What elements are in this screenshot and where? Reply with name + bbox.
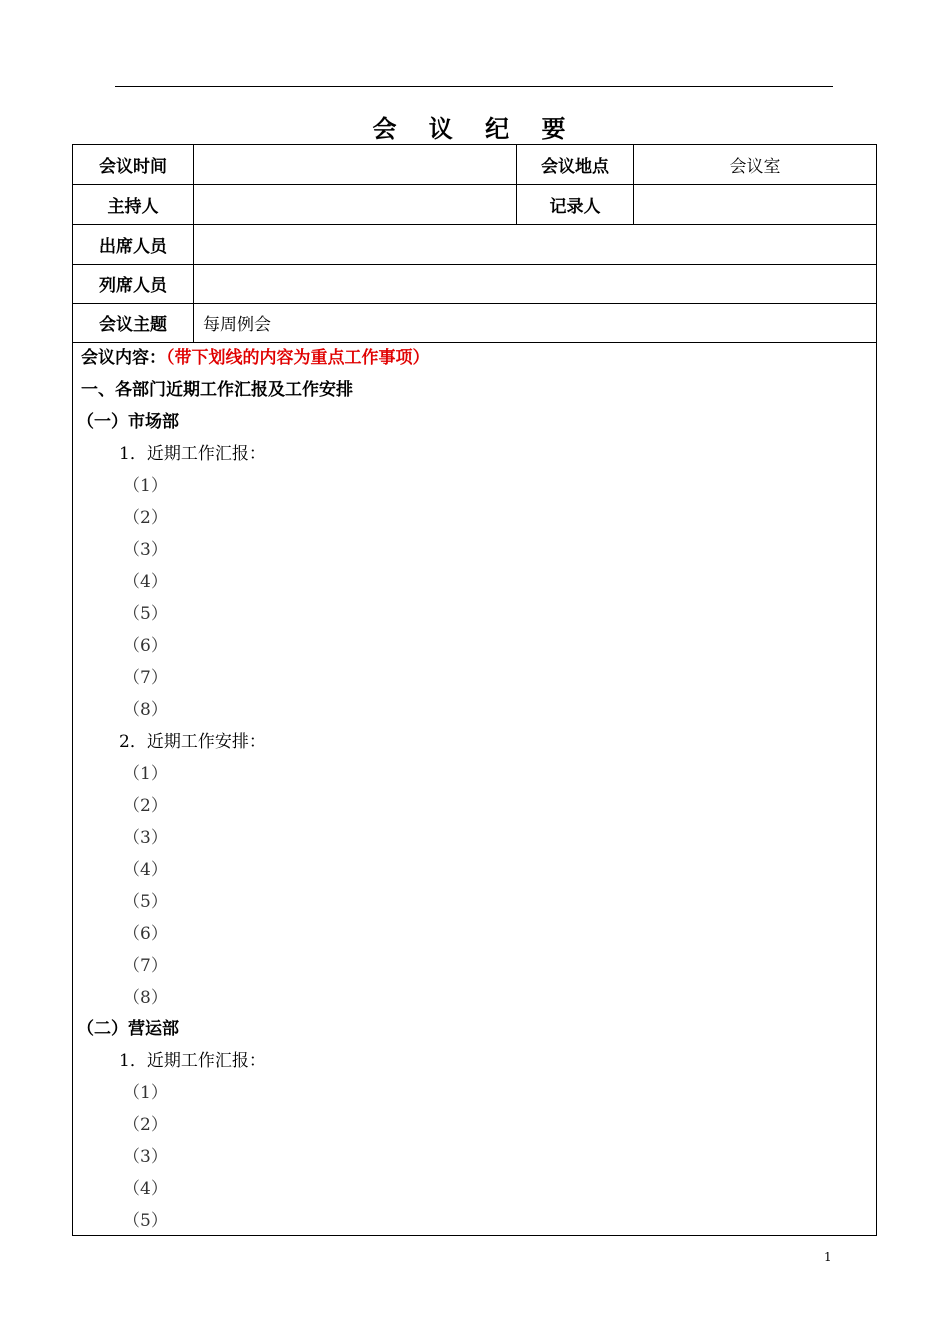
topic-label: 会议主题	[99, 315, 167, 335]
recorder-label: 记录人	[549, 197, 601, 217]
content-heading	[81, 347, 430, 369]
document-title: 会 议 纪 要	[372, 115, 578, 143]
attendees-label: 出席人员	[99, 237, 167, 257]
meeting-place-field[interactable]: 会议室	[729, 157, 781, 177]
row-host-recorder	[73, 185, 876, 225]
meeting-place-label: 会议地点	[541, 157, 609, 177]
row-attendees	[73, 225, 876, 265]
list-item: （6）	[123, 924, 168, 944]
dept-2-heading: （二）营运部	[77, 1019, 179, 1039]
list-item: （6）	[123, 636, 168, 656]
list-item: （2）	[123, 796, 168, 816]
minutes-table	[72, 144, 877, 1236]
host-label: 主持人	[107, 197, 159, 217]
list-item: （8）	[123, 988, 168, 1008]
host-field[interactable]	[194, 185, 516, 224]
topic-field[interactable]: 每周例会	[203, 315, 271, 335]
page-number: 1	[824, 1250, 832, 1264]
list-item: （2）	[123, 508, 168, 528]
list-item: （7）	[123, 956, 168, 976]
list-item: （7）	[123, 668, 168, 688]
row-observers	[73, 264, 876, 304]
section-1-heading: 一、各部门近期工作汇报及工作安排	[81, 380, 353, 400]
attendees-field[interactable]	[194, 225, 876, 264]
list-item: （8）	[123, 700, 168, 720]
content-heading-prefix: 会议内容：	[81, 348, 166, 368]
list-item: （4）	[123, 572, 168, 592]
row-topic	[73, 303, 876, 343]
list-item: （3）	[123, 1147, 168, 1167]
observers-label: 列席人员	[99, 276, 167, 296]
list-item: （4）	[123, 1179, 168, 1199]
list-item: （2）	[123, 1115, 168, 1135]
content-heading-note: （带下划线的内容为重点工作事项）	[166, 348, 430, 368]
meeting-time-field[interactable]	[194, 145, 516, 184]
row-time-place	[73, 145, 876, 185]
list-item: （1）	[123, 764, 168, 784]
list-item: （5）	[123, 604, 168, 624]
observers-field[interactable]	[194, 264, 876, 303]
list-item: （3）	[123, 540, 168, 560]
list-item: （1）	[123, 1083, 168, 1103]
dept-1-heading: （一）市场部	[77, 412, 179, 432]
header-rule	[115, 86, 833, 87]
dept-1-plan-heading: 2．近期工作安排：	[119, 732, 266, 752]
list-item: （1）	[123, 476, 168, 496]
list-item: （3）	[123, 828, 168, 848]
list-item: （5）	[123, 1211, 168, 1231]
list-item: （5）	[123, 892, 168, 912]
dept-1-report-heading: 1．近期工作汇报：	[119, 444, 266, 464]
dept-2-report-heading: 1．近期工作汇报：	[119, 1051, 266, 1071]
recorder-field[interactable]	[634, 185, 876, 224]
list-item: （4）	[123, 860, 168, 880]
meeting-time-label: 会议时间	[99, 157, 167, 177]
